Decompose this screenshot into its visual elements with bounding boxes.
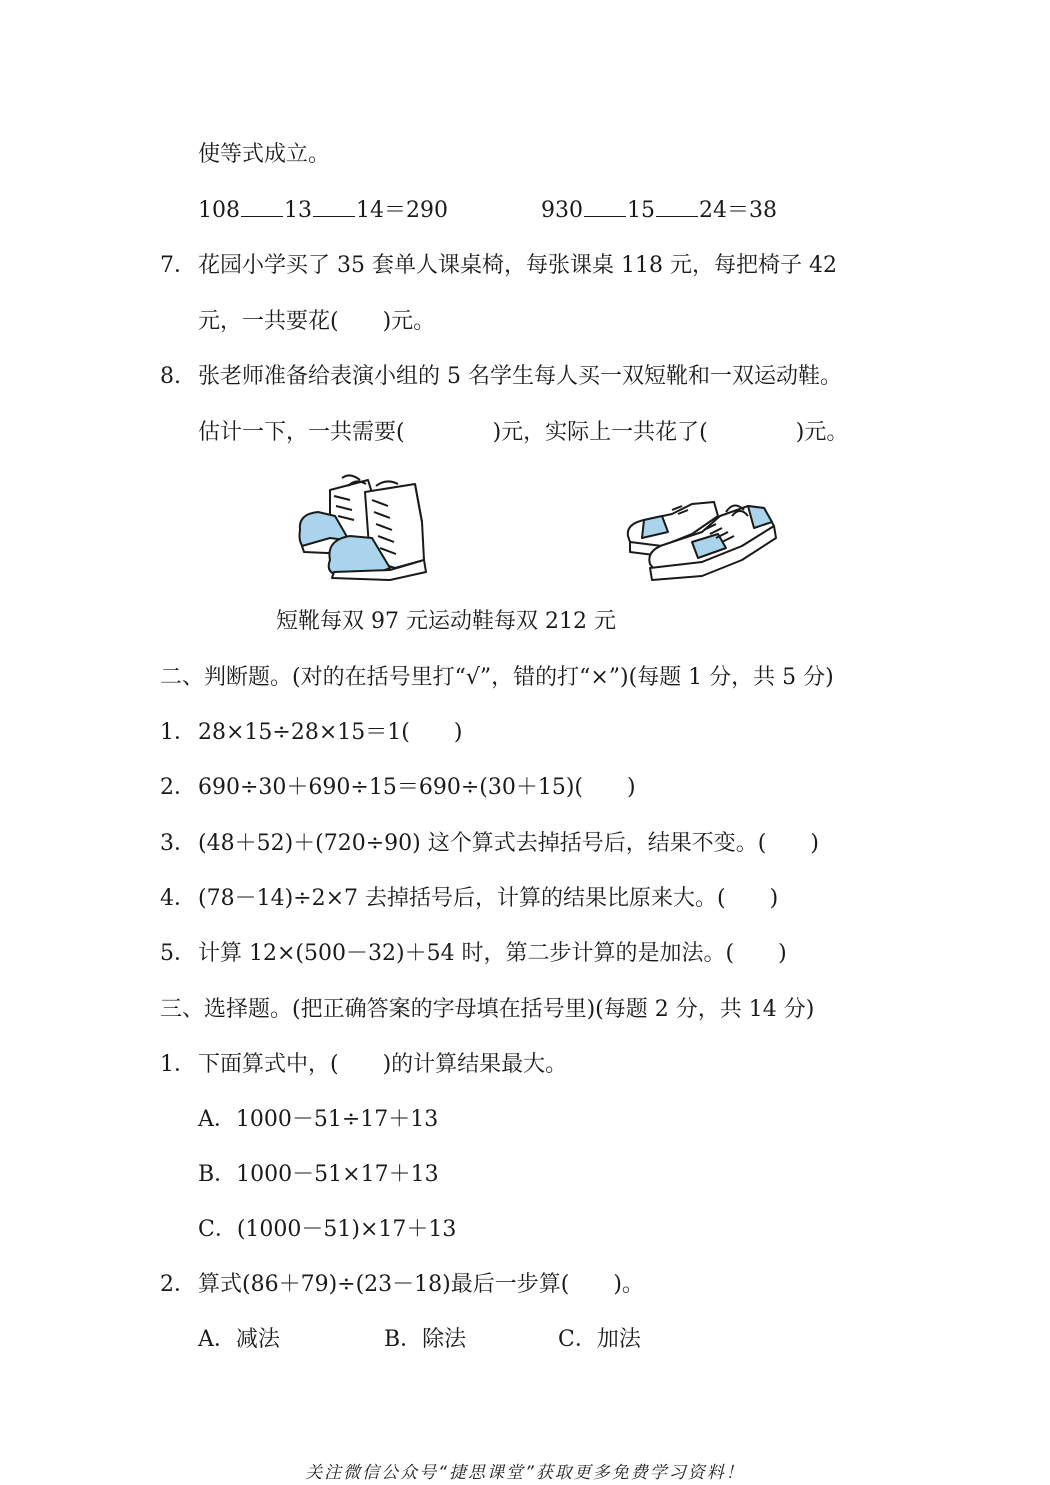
- question-text: 下面算式中，( )的计算结果最大。: [198, 1052, 568, 1077]
- item-text: 28×15÷28×15＝1( ): [198, 720, 463, 745]
- judge-item-2: [160, 773, 636, 803]
- item-text: 690÷30＋690÷15＝690÷(30＋15)( ): [198, 775, 636, 800]
- item-number: 1．: [160, 720, 196, 745]
- equation-left-b: 13: [284, 198, 312, 223]
- section-3-title: 三、选择题。(把正确答案的字母填在括号里)(每题 2 分，共 14 分): [160, 997, 815, 1022]
- boots-illustration: [290, 472, 435, 587]
- section-2-title: 二、判断题。(对的在括号里打“√”，错的打“×”)(每题 1 分，共 5 分): [160, 665, 834, 690]
- item-number: 5．: [160, 941, 196, 966]
- question-7-line2: 元，一共要花( )元。: [198, 309, 436, 334]
- operator-blank[interactable]: [656, 196, 698, 217]
- equation-right-b: 15: [627, 198, 655, 223]
- question-6-continuation: 使等式成立。: [198, 142, 331, 167]
- question-8-line2: 估计一下，一共需要( )元，实际上一共花了( )元。: [198, 420, 849, 445]
- judge-item-1: [160, 718, 462, 748]
- item-text: 计算 12×(500－32)＋54 时，第二步计算的是加法。( ): [198, 941, 787, 966]
- option-b: B．除法: [384, 1327, 467, 1352]
- equation-right-c: 24: [699, 198, 727, 223]
- item-number: 2．: [160, 775, 196, 800]
- question-number: 7．: [160, 253, 196, 278]
- item-text: (78－14)÷2×7 去掉括号后，计算的结果比原来大。( ): [198, 886, 779, 911]
- equation-left-c: 14: [356, 198, 384, 223]
- question-text: 算式(86＋79)÷(23－18)最后一步算( )。: [198, 1272, 644, 1297]
- question-number: 2．: [160, 1272, 196, 1297]
- option-a: A．1000－51÷17＋13: [198, 1107, 439, 1132]
- equation-right-a: 930: [541, 198, 583, 223]
- item-text: (48＋52)＋(720÷90) 这个算式去掉括号后，结果不变。( ): [198, 831, 819, 856]
- footer-note: 关注微信公众号“捷思课堂”获取更多免费学习资料！: [305, 1463, 745, 1483]
- question-7-line1: [160, 251, 837, 281]
- shoe-price-caption: 短靴每双 97 元运动鞋每双 212 元: [276, 609, 616, 634]
- option-c: C．加法: [558, 1327, 641, 1352]
- option-b: B．1000－51×17＋13: [198, 1162, 439, 1187]
- equation-right: [541, 196, 777, 226]
- judge-item-5: [160, 939, 787, 969]
- equation-left-result: ＝290: [384, 198, 448, 223]
- judge-item-4: [160, 884, 778, 914]
- choice-question-2: [160, 1270, 644, 1300]
- equation-right-result: ＝38: [727, 198, 777, 223]
- operator-blank[interactable]: [241, 196, 283, 217]
- item-number: 3．: [160, 831, 196, 856]
- operator-blank[interactable]: [313, 196, 355, 217]
- equation-left: [198, 196, 448, 226]
- option-a: A．减法: [198, 1327, 280, 1352]
- operator-blank[interactable]: [584, 196, 626, 217]
- item-number: 4．: [160, 886, 196, 911]
- choice-question-2-options: [198, 1325, 641, 1355]
- question-number: 1．: [160, 1052, 196, 1077]
- choice-question-1: [160, 1050, 567, 1080]
- question-text: 花园小学买了 35 套单人课桌椅，每张课桌 118 元，每把椅子 42: [198, 253, 837, 278]
- question-text: 张老师准备给表演小组的 5 名学生每人买一双短靴和一双运动鞋。: [198, 364, 842, 389]
- judge-item-3: [160, 829, 819, 859]
- option-c: C．(1000－51)×17＋13: [198, 1217, 457, 1242]
- sneakers-illustration: [622, 486, 782, 586]
- question-8-line1: [160, 362, 842, 392]
- question-number: 8.: [160, 364, 181, 389]
- equation-left-a: 108: [198, 198, 240, 223]
